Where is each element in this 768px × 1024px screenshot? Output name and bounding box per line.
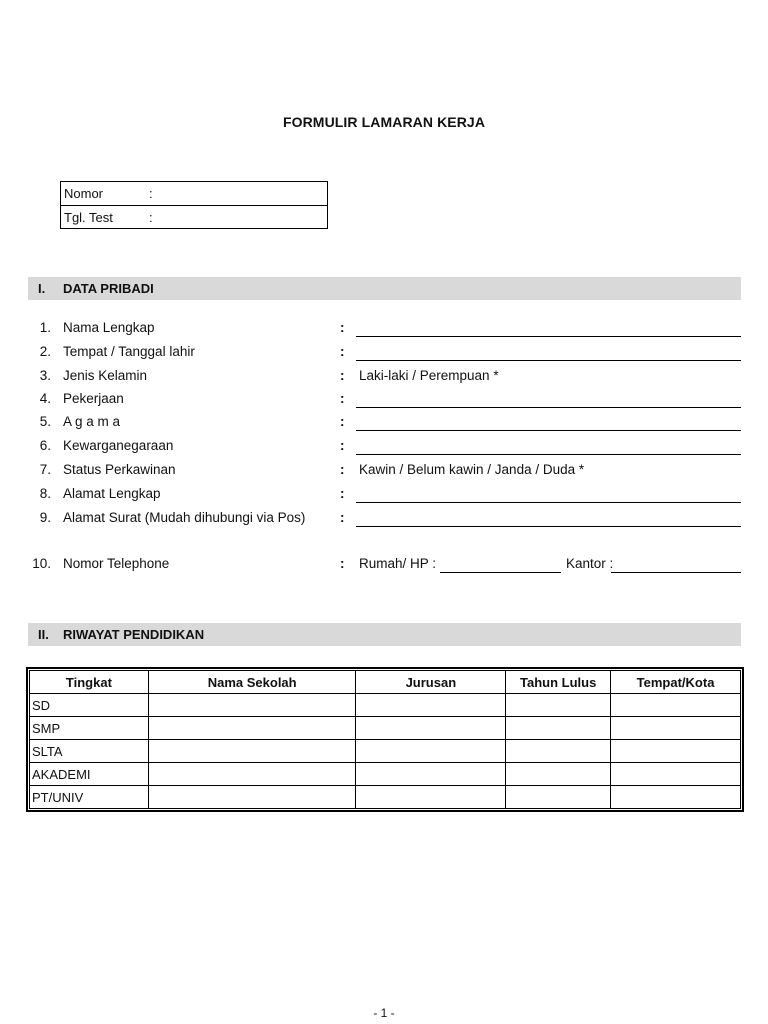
header-tempat-kota: Tempat/Kota bbox=[611, 671, 741, 694]
empty-cell[interactable] bbox=[356, 763, 506, 786]
table-row bbox=[30, 786, 741, 809]
field-label: Alamat Surat (Mudah dihubungi via Pos) bbox=[63, 510, 306, 525]
empty-cell[interactable] bbox=[506, 740, 611, 763]
field-blank-line[interactable] bbox=[356, 360, 741, 361]
field-label: Tempat / Tanggal lahir bbox=[63, 344, 195, 359]
field-number: 6. bbox=[39, 438, 51, 453]
meta-row-nomor bbox=[61, 182, 327, 205]
table-header-row bbox=[30, 671, 741, 694]
field-row-nama bbox=[0, 318, 768, 340]
field-colon: : bbox=[340, 462, 345, 477]
field-label: Nama Lengkap bbox=[63, 320, 155, 335]
level-cell: PT/UNIV bbox=[30, 786, 149, 809]
empty-cell[interactable] bbox=[356, 717, 506, 740]
field-options[interactable]: Laki-laki / Perempuan * bbox=[359, 368, 499, 383]
field-number: 5. bbox=[39, 414, 51, 429]
field-number: 3. bbox=[39, 368, 51, 383]
field-label: Kewarganegaraan bbox=[63, 438, 174, 453]
meta-label: Nomor bbox=[64, 186, 104, 201]
level-cell: SMP bbox=[30, 717, 149, 740]
field-row-alamat-surat bbox=[0, 508, 768, 530]
form-title: FORMULIR LAMARAN KERJA bbox=[282, 114, 486, 130]
empty-cell[interactable] bbox=[148, 717, 356, 740]
table-row bbox=[30, 740, 741, 763]
field-colon: : bbox=[340, 414, 345, 429]
field-blank-line[interactable] bbox=[356, 526, 741, 527]
level-cell: SLTA bbox=[30, 740, 149, 763]
empty-cell[interactable] bbox=[356, 786, 506, 809]
field-row-agama bbox=[0, 412, 768, 434]
field-number: 4. bbox=[39, 391, 51, 406]
meta-colon: : bbox=[149, 210, 153, 225]
header-tahun-lulus: Tahun Lulus bbox=[506, 671, 611, 694]
empty-cell[interactable] bbox=[148, 740, 356, 763]
section-data-pribadi bbox=[28, 277, 741, 300]
empty-cell[interactable] bbox=[611, 694, 741, 717]
empty-cell[interactable] bbox=[506, 717, 611, 740]
field-colon: : bbox=[340, 438, 345, 453]
empty-cell[interactable] bbox=[611, 786, 741, 809]
phone-home-label: Rumah/ HP : bbox=[359, 556, 437, 571]
section-number: I. bbox=[38, 281, 46, 296]
field-row-alamat-lengkap bbox=[0, 484, 768, 506]
meta-row-tgl-test bbox=[61, 205, 327, 229]
header-tingkat: Tingkat bbox=[30, 671, 149, 694]
field-row-status-perkawinan bbox=[0, 460, 768, 482]
table-row bbox=[30, 763, 741, 786]
phone-office-blank[interactable] bbox=[611, 572, 741, 573]
field-label: Alamat Lengkap bbox=[63, 486, 161, 501]
empty-cell[interactable] bbox=[611, 763, 741, 786]
field-number: 2. bbox=[39, 344, 51, 359]
empty-cell[interactable] bbox=[611, 740, 741, 763]
field-blank-line[interactable] bbox=[356, 407, 741, 408]
empty-cell[interactable] bbox=[611, 717, 741, 740]
field-options[interactable]: Kawin / Belum kawin / Janda / Duda * bbox=[359, 462, 585, 477]
section-title: DATA PRIBADI bbox=[63, 281, 154, 296]
field-blank-line[interactable] bbox=[356, 336, 741, 337]
field-number: 8. bbox=[39, 486, 51, 501]
field-number: 9. bbox=[39, 510, 51, 525]
meta-colon: : bbox=[149, 186, 153, 201]
field-label: A g a m a bbox=[63, 414, 121, 429]
section-riwayat-pendidikan bbox=[28, 623, 741, 646]
empty-cell[interactable] bbox=[356, 740, 506, 763]
field-colon: : bbox=[340, 556, 345, 571]
field-label: Pekerjaan bbox=[63, 391, 124, 406]
empty-cell[interactable] bbox=[506, 763, 611, 786]
page-number: - 1 - bbox=[373, 1006, 395, 1020]
education-table bbox=[29, 670, 741, 809]
table-row bbox=[30, 694, 741, 717]
field-colon: : bbox=[340, 344, 345, 359]
field-number: 1. bbox=[39, 320, 51, 335]
field-colon: : bbox=[340, 486, 345, 501]
field-label: Jenis Kelamin bbox=[63, 368, 148, 383]
education-table-frame bbox=[26, 667, 744, 812]
empty-cell[interactable] bbox=[148, 786, 356, 809]
level-cell: AKADEMI bbox=[30, 763, 149, 786]
empty-cell[interactable] bbox=[506, 694, 611, 717]
phone-home-blank[interactable] bbox=[440, 572, 561, 573]
field-row-pekerjaan bbox=[0, 389, 768, 411]
meta-box bbox=[60, 181, 328, 229]
field-number: 10. bbox=[32, 556, 51, 571]
field-row-telephone bbox=[0, 554, 768, 576]
level-cell: SD bbox=[30, 694, 149, 717]
field-row-ttl bbox=[0, 342, 768, 364]
field-colon: : bbox=[340, 368, 345, 383]
phone-office-label: Kantor : bbox=[566, 556, 614, 571]
field-colon: : bbox=[340, 320, 345, 335]
header-nama-sekolah: Nama Sekolah bbox=[148, 671, 356, 694]
field-row-jenis-kelamin bbox=[0, 366, 768, 388]
table-row bbox=[30, 717, 741, 740]
empty-cell[interactable] bbox=[506, 786, 611, 809]
field-colon: : bbox=[340, 391, 345, 406]
section-number: II. bbox=[38, 627, 49, 642]
empty-cell[interactable] bbox=[356, 694, 506, 717]
empty-cell[interactable] bbox=[148, 694, 356, 717]
field-blank-line[interactable] bbox=[356, 454, 741, 455]
header-jurusan: Jurusan bbox=[356, 671, 506, 694]
field-row-kewarganegaraan bbox=[0, 436, 768, 458]
field-label: Status Perkawinan bbox=[63, 462, 176, 477]
field-blank-line[interactable] bbox=[356, 430, 741, 431]
field-blank-line[interactable] bbox=[356, 502, 741, 503]
section-title: RIWAYAT PENDIDIKAN bbox=[63, 627, 205, 642]
meta-label: Tgl. Test bbox=[64, 210, 113, 225]
field-colon: : bbox=[340, 510, 345, 525]
field-label: Nomor Telephone bbox=[63, 556, 170, 571]
field-number: 7. bbox=[39, 462, 51, 477]
empty-cell[interactable] bbox=[148, 763, 356, 786]
